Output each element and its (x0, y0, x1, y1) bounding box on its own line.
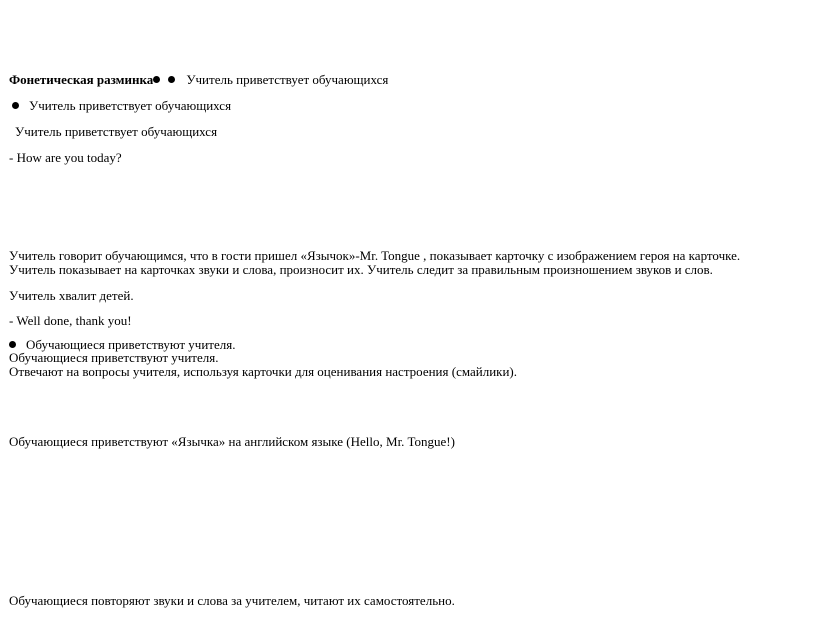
teacher-shows-line (9, 262, 713, 277)
students-greet-tongue-text: Обучающиеся приветствуют «Язычка» на английском языке (Hello, Mr. Tongue!) (9, 434, 455, 449)
teacher-says-text: Учитель говорит обучающимся, что в гости пришел «Язычок»-Mr. Tongue , показывает карточку с изображением героя на карточке. (9, 248, 741, 263)
students-greet-text-2: Обучающиеся приветствуют учителя. (9, 350, 219, 365)
teacher-greets-text-3: Учитель приветствует обучающихся (15, 124, 218, 139)
teacher-shows-text: Учитель показывает на карточках звуки и слова, произносит их. Учитель следит за правильным произношением звуков и слов. (9, 262, 713, 277)
teacher-greets-text: Учитель приветствует обучающихся (186, 72, 389, 87)
bullet-icon (168, 76, 175, 83)
students-answer-line (9, 364, 517, 379)
bullet-icon (9, 341, 16, 348)
title-line (9, 72, 388, 87)
bullet-line (12, 98, 231, 113)
teacher-says-line (9, 248, 740, 263)
teacher-greets-line (15, 124, 217, 139)
teacher-praises-line (9, 288, 134, 303)
teacher-praises-text: Учитель хвалит детей. (9, 288, 134, 303)
how-are-you-line (9, 150, 122, 165)
how-are-you-text: - How are you today? (9, 150, 122, 165)
students-greet-tongue-line (9, 434, 455, 449)
students-answer-text: Отвечают на вопросы учителя, используя карточки для оценивания настроения (смайлики). (9, 364, 518, 379)
bullet-icon (12, 102, 19, 109)
teacher-greets-text-2: Учитель приветствует обучающихся (29, 98, 232, 113)
students-greet-text: Обучающиеся приветствуют учителя. (26, 337, 236, 352)
well-done-text: - Well done, thank you! (9, 313, 132, 328)
section-title: Фонетическая разминка (9, 72, 154, 87)
bullet-icon (153, 76, 160, 83)
students-greet-line-2 (9, 350, 218, 365)
students-repeat-line (9, 593, 455, 608)
students-repeat-text: Обучающиеся повторяют звуки и слова за учителем, читают их самостоятельно. (9, 593, 455, 608)
well-done-line (9, 313, 132, 328)
